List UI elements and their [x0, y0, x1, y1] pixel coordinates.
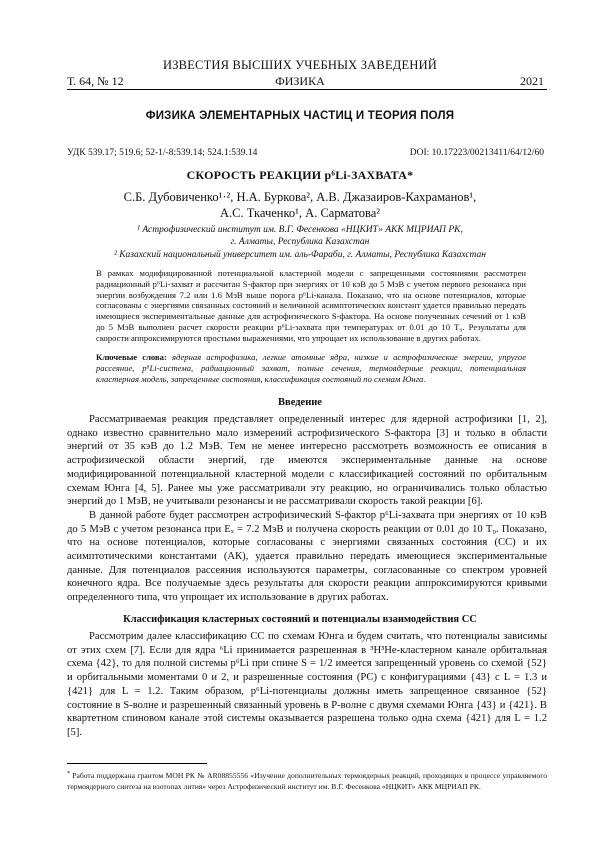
footnote	[67, 771, 547, 792]
affiliation-1-line-2: г. Алматы, Республика Казахстан	[230, 237, 370, 247]
journal-subject: ФИЗИКА	[275, 74, 325, 88]
keywords-label: Ключевые слова:	[96, 352, 167, 362]
section-title: ФИЗИКА ЭЛЕМЕНТАРНЫХ ЧАСТИЦ И ТЕОРИЯ ПОЛЯ	[145, 110, 455, 122]
authors-line-2: А.С. Ткаченко¹, А. Сарматова²	[219, 206, 381, 220]
intro-paragraph-2: В данной работе будет рассмотрен астрофизический S-фактор p⁶Li-захвата при энергиях от 10 кэВ до 5 МэВ с учетом резонанса при Eₓ = 7.2 МэВ и получена скорость реакции от 0.01 до 10 T₉. Показано, что на основе потенциалов, которые согласованы с энергиями связанных состояния (СС) и их асимптотическими константами (АК), удается правильно передать имеющиеся экспериментальные данные. Для потенциалов рассеяния используются параметры, согласованные со спектром уровней конечного ядра. Все получаемые здесь результаты для скорости реакции аппроксимируются кривыми определенного типа, что упрощает их использование в других работах.	[67, 509, 547, 604]
footnote-rule	[67, 763, 207, 764]
article-title: СКОРОСТЬ РЕАКЦИИ p⁶Li-ЗАХВАТА*	[186, 168, 414, 182]
footnote-marker: *	[67, 770, 71, 777]
classification-heading: Классификация кластерных состояний и потенциалы взаимодействия СС	[123, 614, 477, 625]
affiliation-1-line-1: ¹ Астрофизический институт им. В.Г. Фесенкова «НЦКИТ» АКК МЦРИАП РК,	[137, 225, 463, 235]
affiliation-2: ² Казахский национальный университет им. аль-Фараби, г. Алматы, Республика Казахстан	[114, 250, 486, 260]
classification-paragraph-1: Рассмотрим далее классификацию СС по схемам Юнга и будем считать, что потенциалы зависимы от этих схем [7]. Если для ядра ⁶Li принимается разрешенная в ³H³He-кластерном канале орбитальная схема {42}, то для полной системы p⁶Li при спине S = 1/2 имеется запрещенный уровень со схемой {52} и орбитальными моментами 0 и 2, и разрешенные состояния (РС) с конфигурациями {43} с L = 1.3 и {421} для L = 1.2. Таким образом, p⁶Li-потенциалы должны иметь запрещенное связанное {52} состояние в S-волне и разрешенный связанный уровень в P-волне с двумя схемами Юнга {43} и {421}. В квартетном спиновом канале этой системы оказывается разрешена только одна схема {421} для L = 1.2 [5].	[67, 631, 547, 738]
intro-paragraph-1: Рассматриваемая реакция представляет определенный интерес для ядерной астрофизики [1, 2], однако известно сравнительно мало измерений астрофизического S-фактора [3] и только в области энергий от 35 кэВ до 1.2 МэВ. Тем не менее интересно рассмотреть возможность ее описания в астрофизической области энергий, где имеются экспериментальные данные на основе модифицированной потенциальной кластерной модели с классификацией состояний по орбитальным схемам Юнга [4, 5]. Ранее мы уже рассматривали эту реакцию, но ограничивались только областью энергий до 1 МэВ, не учитывали резонансы и не рассматривали скорость такой реакции [6].	[67, 414, 547, 508]
journal-name: ИЗВЕСТИЯ ВЫСШИХ УЧЕБНЫХ ЗАВЕДЕНИЙ	[162, 58, 438, 72]
footnote-text: Работа поддержана грантом МОН РК № AR08855556 «Изучение дополнительных термоядерных реакций, проходящих в процессе управляемого термоядерного синтеза на изотопах лития» через Астрофизический институт им. В.Г. Фесенкова «НЦКИТ» АКК МЦРИАП РК.	[67, 771, 547, 791]
doi: DOI: 10.17223/00213411/64/12/60	[409, 148, 544, 158]
publication-year: 2021	[520, 74, 544, 88]
classification-text	[67, 630, 547, 740]
keywords-text: ядерная астрофизика, легкие атомные ядра, низкие и астрофизические энергии, упругое рассеяние, p⁶Li-система, радиационный захват, полные сечения, термоядерные реакции, потенциальная кластерная модель, запрещенные состояния, классификация состояний по схемам Юнга.	[96, 352, 527, 384]
abstract: В рамках модифицированной потенциальной кластерной модели с запрещенными состояниями рассмотрен радиационный p⁶Li-захват и рассчитан S-фактор при энергиях от 10 кэВ до 5 МэВ с учетом первого резонанса при энергии возбуждения 7.2 или 1.6 МэВ выше порога p⁶Li-канала. Показано, что на основе потенциалов, которые согласованы с энергиями связанных состояний и величиной асимптотических констант удается правильно передать имеющиеся экспериментальные данные для астрофизического S-фактора. На основе полученных сечений от 1 кэВ до 5 МэВ выполнен расчет скорости реакции p⁶Li-захвата при температурах от 0.01 до 10 T₉. Результаты для скорости аппроксимируются простыми выражениями, что упрощает их использование в других работах.	[96, 268, 526, 343]
intro-text	[67, 413, 547, 605]
udc-code: УДК 539.17; 519.6; 52-1/-8:539.14; 524.1:539.14	[67, 148, 258, 158]
authors-line-1: С.Б. Дубовиченко¹·², Н.А. Буркова², А.В. Джазаиров-Кахраманов¹,	[123, 190, 477, 204]
header-rule	[67, 89, 547, 90]
intro-heading: Введение	[278, 397, 322, 408]
volume-number: Т. 64, № 12	[67, 74, 124, 88]
keywords	[96, 352, 526, 384]
